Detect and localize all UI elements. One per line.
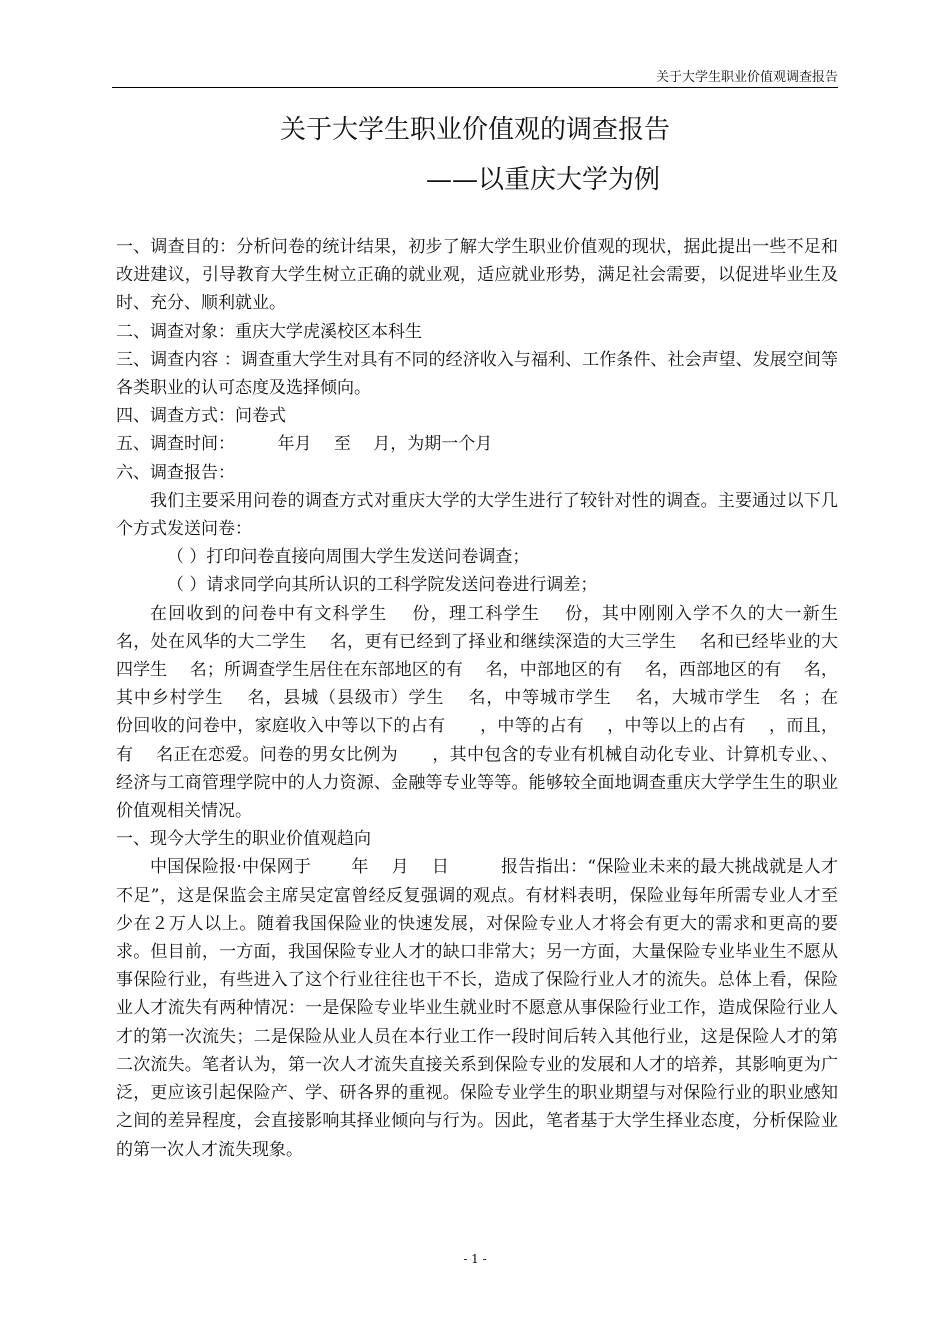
sample-paragraph: 在回收到的问卷中有文科学生 份，理工科学生 份，其中刚刚入学不久的大一新生 名，处在风华的大二学生 名，更有已经到了择业和继续深造的大三学生 名和已经毕业的大四学生 名；所调查学生居住在东部地区的有 名，中部地区的有 名，西部地区的有 名，其中乡村学生 名，县城（县级市）学生 名，中等城市学生 名，大城市学生 名 ；在 份回收的问卷中，家庭收入中等以下的占有 ，中等的占有 ，中等以上的占有 ，而且，有 名正在恋爱。问卷的男女比例为 ，其中包含的专业有机械自动化专业、计算机专业、、经济与工商管理学院中的人力资源、金融等专业等等。能够较全面地调查重庆大学学生生的职业价值观相关情况。 — [116, 603, 861, 822]
section-purpose: 一、调查目的：分析问卷的统计结果，初步了解大学生职业价值观的现状，据此提出一些不足和改进建议，引导教育大学生树立正确的就业观，适应就业形势，满足社会需要，以促进毕业生及时、充分、顺利就业。 — [116, 237, 838, 314]
document-title: 关于大学生职业价值观的调查报告 — [279, 115, 670, 145]
section-subjects: 二、调查对象：重庆大学虎溪校区本科生 — [116, 321, 422, 342]
section-time: 五、调查时间： 年月 至 月，为期一个月 — [116, 434, 493, 455]
page-number: - 1 - — [463, 1252, 487, 1266]
section-report: 六、调查报告： — [116, 462, 235, 483]
header-rule — [112, 87, 838, 88]
method-item-2: （ ）请求同学向其所认识的工科学院发送问卷进行调差； — [167, 575, 598, 596]
document-body — [116, 233, 861, 1164]
section-method: 四、调查方式：问卷式 — [116, 406, 286, 427]
section-content: 三、调查内容 ：调查重大学生对具有不同的经济收入与福利、工作条件、社会声望、发展空间等各类职业的认可态度及选择倾向。 — [116, 349, 838, 399]
method-item-1: （ ）打印问卷直接向周围大学生发送问卷调查； — [167, 547, 530, 568]
document-subtitle: ——以重庆大学为例 — [426, 165, 661, 195]
running-header: 关于大学生职业价值观调查报告 — [655, 70, 838, 85]
report-intro-paragraph: 我们主要采用问卷的调查方式对重庆大学的大学生进行了较针对性的调查。主要通过以下几个方式发送问卷： — [116, 490, 838, 540]
insurance-paragraph: 中国保险报·中保网于 年 月 日 报告指出：“保险业未来的最大挑战就是人才不足”，这是保监会主席吴定富曾经反复强调的观点。有材料表明，保险业每年所需专业人才至少在２万人以上。随着我国保险业的快速发展，对保险专业人才将会有更大的需求和更高的要求。但目前，一方面，我国保险专业人才的缺口非常大；另一方面，大量保险专业毕业生不愿从事保险行业，有些进入了这个行业往往也干不长，造成了保险行业人才的流失。总体上看，保险业人才流失有两种情况：一是保险专业毕业生就业时不愿意从事保险行业工作，造成保险行业人才的第一次流失；二是保险从业人员在本行业工作一段时间后转入其他行业，这是保险人才的第二次流失。笔者认为，第一次人才流失直接关系到保险专业的发展和人才的培养，其影响更为广泛，更应该引起保险产、学、研各界的重视。保险专业学生的职业期望与对保险行业的职业感知之间的差异程度，会直接影响其择业倾向与行为。因此，笔者基于大学生择业态度，分析保险业的第一次人才流失现象。 — [116, 857, 838, 1160]
section-heading-trends: 一、现今大学生的职业价值观趋向 — [116, 829, 371, 850]
